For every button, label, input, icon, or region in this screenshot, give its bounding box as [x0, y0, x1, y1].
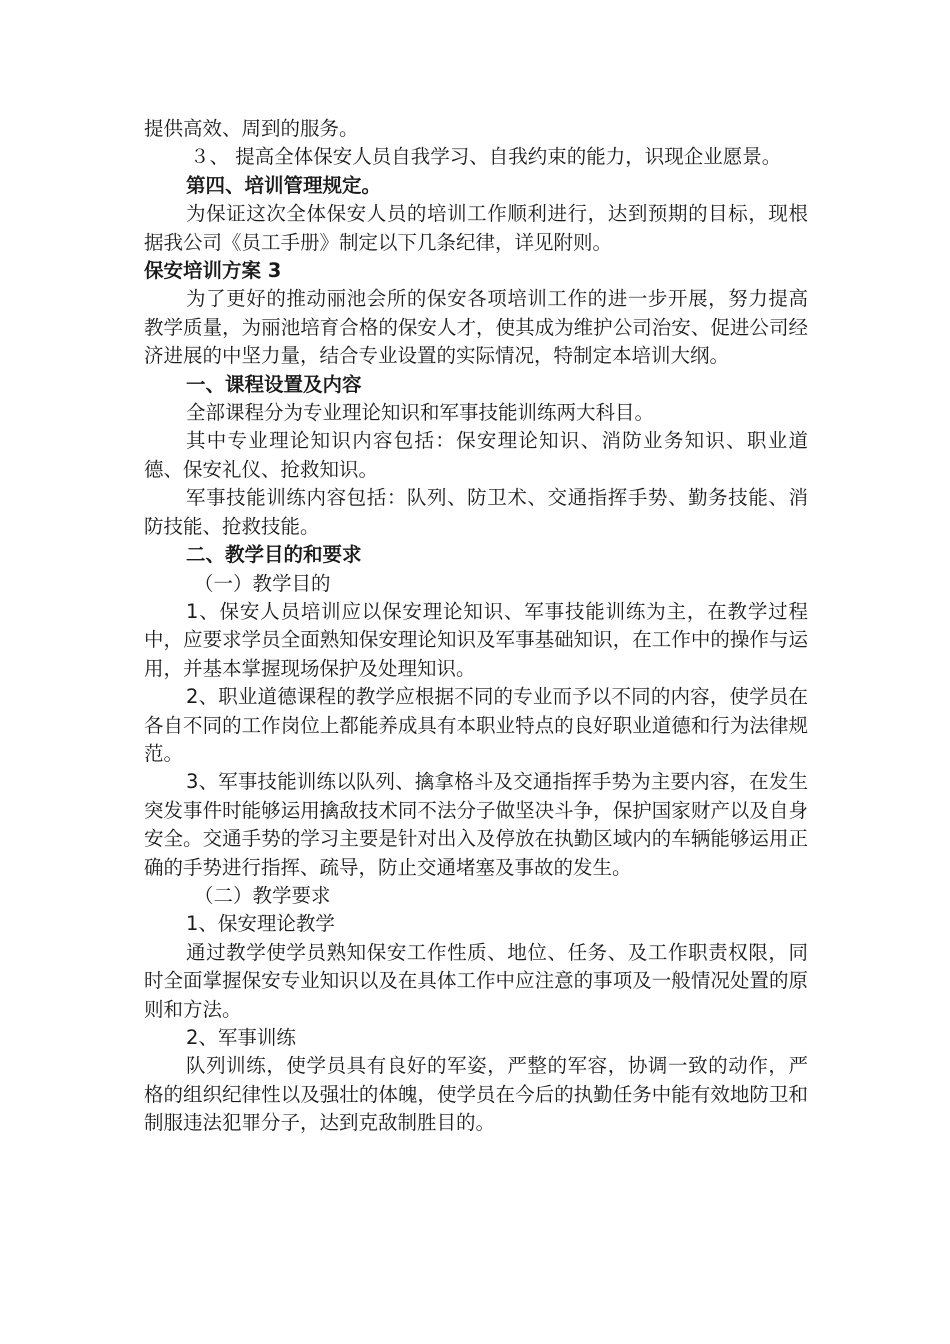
paragraph-goal-1: 1、保安人员培训应以保安理论知识、军事技能训练为主，在教学过程中，应要求学员全面熟知保安理论知识及军事基础知识，在工作中的操作与运用，并基本掌握现场保护及处理知识。: [144, 599, 808, 680]
paragraph-course-subjects: 全部课程分为专业理论知识和军事技能训练两大科目。: [186, 401, 655, 425]
subheading-teaching-requirements: （二）教学要求: [194, 883, 331, 907]
paragraph-theory-content: 其中专业理论知识内容包括：保安理论知识、消防业务知识、职业道德、保安礼仪、抢救知识。: [144, 429, 808, 481]
paragraph-discipline: 为保证这次全体保安人员的培训工作顺利进行，达到预期的目标，现根据我公司《员工手册》制定以下几条纪律，详见附则。: [144, 202, 808, 254]
paragraph-item-3: ３、 提高全体保安人员自我学习、自我约束的能力，识现企业愿景。: [190, 145, 782, 169]
item-heading-military: 2、军事训练: [186, 1026, 296, 1049]
paragraph-goal-2: 2、职业道德课程的教学应根据不同的专业而予以不同的内容，使学员在各自不同的工作岗位上都能养成具有本职业特点的良好职业道德和行为法律规范。: [144, 685, 808, 765]
paragraph-theory-teaching: 通过教学使学员熟知保安工作性质、地位、任务、及工作职责权限，同时全面掌握保安专业知识以及在具体工作中应注意的事项及一般情况处置的原则和方法。: [144, 940, 808, 1021]
item-heading-theory: 1、保安理论教学: [186, 912, 335, 936]
section-heading-courses: 一、课程设置及内容: [186, 372, 362, 396]
section-heading-goals: 二、教学目的和要求: [186, 543, 362, 567]
paragraph-goal-3: 3、军事技能训练以队列、擒拿格斗及交通指挥手势为主要内容，在发生突发事件时能够运用擒敌技术同不法分子做坚决斗争，保护国家财产以及自身安全。交通手势的学习主要是针对出入及停放在执勤区域内的车辆能够运用正确的手势进行指挥、疏导，防止交通堵塞及事故的发生。: [144, 770, 808, 879]
subheading-teaching-goals: （一）教学目的: [194, 571, 331, 595]
section-heading-training-rules: 第四、培训管理规定。: [186, 173, 382, 197]
paragraph-military-content: 军事技能训练内容包括：队列、防卫术、交通指挥手势、勤务技能、消防技能、抢救技能。: [144, 486, 808, 538]
paragraph-intro: 为了更好的推动丽池会所的保安各项培训工作的进一步开展，努力提高教学质量，为丽池培育合格的保安人才，使其成为维护公司治安、促进公司经济进展的中坚力量，结合专业设置的实际情况，特制定本培训大纲。: [144, 287, 808, 368]
paragraph-service: 提供高效、周到的服务。: [144, 117, 359, 140]
document-body: [144, 115, 808, 1138]
document-title-plan-3: 保安培训方案 3: [144, 259, 282, 283]
paragraph-drill-training: 队列训练，使学员具有良好的军姿，严整的军容，协调一致的动作，严格的组织纪律性以及强壮的体魄，使学员在今后的执勤任务中能有效地防卫和制服违法犯罪分子，达到克敌制胜目的。: [144, 1054, 808, 1135]
